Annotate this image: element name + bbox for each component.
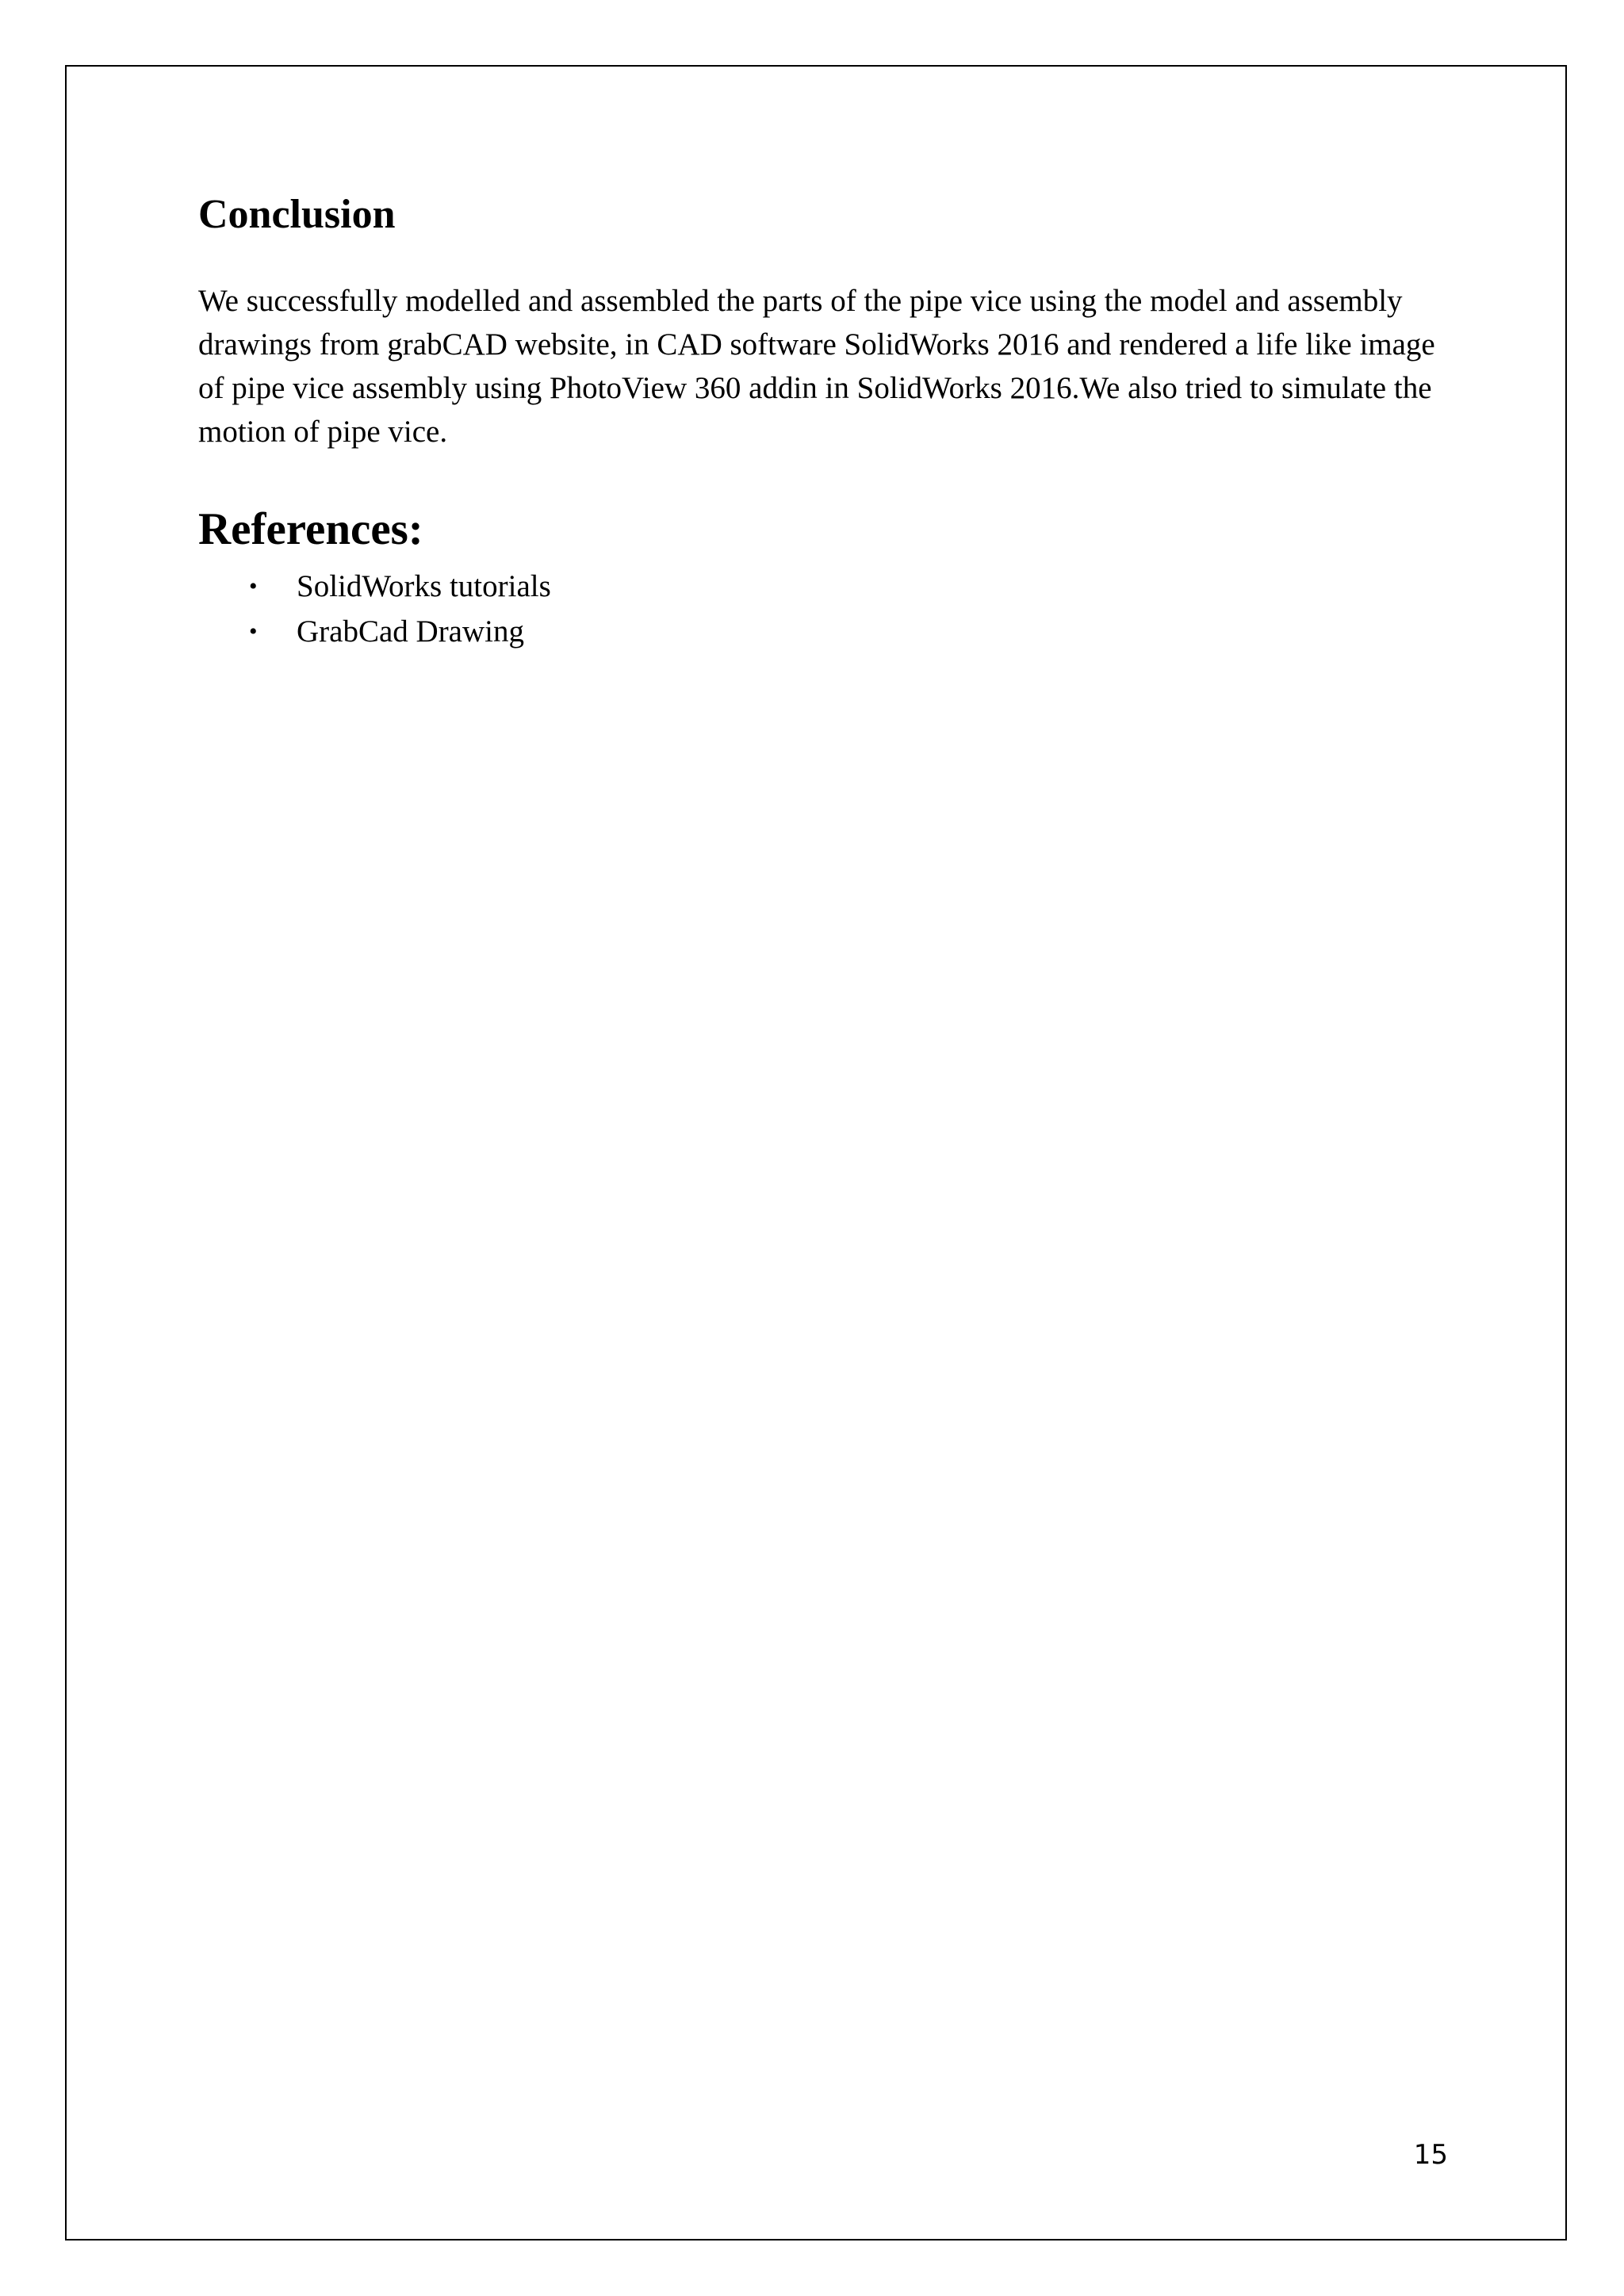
bullet-icon: • [249,572,258,599]
reference-text: SolidWorks tutorials [297,568,551,603]
reference-item [198,609,1435,654]
page-number: 15 [1413,2139,1448,2171]
references-list [198,564,1435,654]
bullet-icon: • [249,618,258,645]
conclusion-paragraph: We successfully modelled and assembled the parts of the pipe vice using the model and assembly drawings from grabCAD website, in CAD software SolidWorks 2016 and rendered a life like image of pipe vice assembly using PhotoView 360 addin in SolidWorks 2016.We also tried to simulate the motion of pipe vice. [198,284,1435,450]
reference-text: GrabCad Drawing [297,614,524,649]
reference-item [198,564,1435,609]
conclusion-heading: Conclusion [198,192,396,237]
references-heading: References: [198,504,423,555]
page-content [198,190,1435,654]
